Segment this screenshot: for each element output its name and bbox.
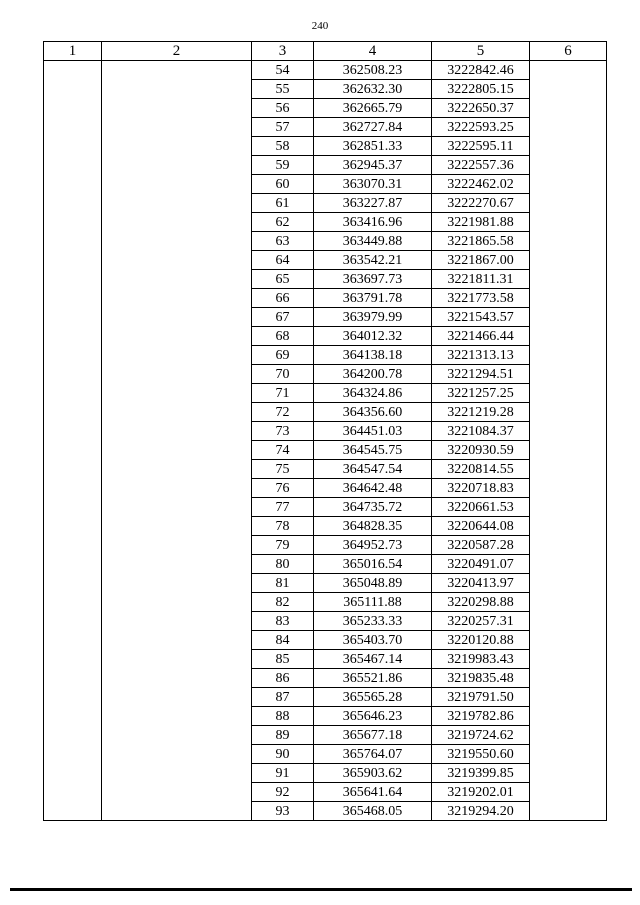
x-coordinate-cell: 362851.33: [314, 137, 432, 156]
point-number-cell: 83: [252, 612, 314, 631]
y-coordinate-cell: 3220298.88: [432, 593, 530, 612]
y-coordinate-cell: 3220413.97: [432, 574, 530, 593]
y-coordinate-cell: 3221811.31: [432, 270, 530, 289]
point-number-cell: 90: [252, 745, 314, 764]
y-coordinate-cell: 3219399.85: [432, 764, 530, 783]
y-coordinate-cell: 3220120.88: [432, 631, 530, 650]
y-coordinate-cell: 3221867.00: [432, 251, 530, 270]
point-number-cell: 79: [252, 536, 314, 555]
x-coordinate-cell: 363697.73: [314, 270, 432, 289]
y-coordinate-cell: 3221865.58: [432, 232, 530, 251]
table-body: [44, 61, 607, 821]
x-coordinate-cell: 364200.78: [314, 365, 432, 384]
y-coordinate-cell: 3220814.55: [432, 460, 530, 479]
y-coordinate-cell: 3222557.36: [432, 156, 530, 175]
y-coordinate-cell: 3221466.44: [432, 327, 530, 346]
x-coordinate-cell: 365233.33: [314, 612, 432, 631]
y-coordinate-cell: 3221313.13: [432, 346, 530, 365]
point-number-cell: 78: [252, 517, 314, 536]
point-number-cell: 89: [252, 726, 314, 745]
point-number-cell: 87: [252, 688, 314, 707]
x-coordinate-cell: 363791.78: [314, 289, 432, 308]
y-coordinate-cell: 3220718.83: [432, 479, 530, 498]
x-coordinate-cell: 363227.87: [314, 194, 432, 213]
point-number-cell: 84: [252, 631, 314, 650]
point-number-cell: 67: [252, 308, 314, 327]
point-number-cell: 60: [252, 175, 314, 194]
column-1-cell: [44, 61, 102, 821]
x-coordinate-cell: 365111.88: [314, 593, 432, 612]
bottom-rule: [10, 888, 632, 891]
y-coordinate-cell: 3222842.46: [432, 61, 530, 80]
point-number-cell: 65: [252, 270, 314, 289]
table-row: [44, 61, 607, 80]
x-coordinate-cell: 365565.28: [314, 688, 432, 707]
x-coordinate-cell: 365646.23: [314, 707, 432, 726]
x-coordinate-cell: 365403.70: [314, 631, 432, 650]
y-coordinate-cell: 3220587.28: [432, 536, 530, 555]
y-coordinate-cell: 3222805.15: [432, 80, 530, 99]
y-coordinate-cell: 3219782.86: [432, 707, 530, 726]
x-coordinate-cell: 364952.73: [314, 536, 432, 555]
point-number-cell: 62: [252, 213, 314, 232]
point-number-cell: 74: [252, 441, 314, 460]
point-number-cell: 76: [252, 479, 314, 498]
y-coordinate-cell: 3221543.57: [432, 308, 530, 327]
y-coordinate-cell: 3222593.25: [432, 118, 530, 137]
y-coordinate-cell: 3220644.08: [432, 517, 530, 536]
x-coordinate-cell: 363449.88: [314, 232, 432, 251]
column-header-3: 3: [252, 42, 314, 61]
table-header-row: [44, 42, 607, 61]
x-coordinate-cell: 362665.79: [314, 99, 432, 118]
x-coordinate-cell: 364545.75: [314, 441, 432, 460]
point-number-cell: 72: [252, 403, 314, 422]
point-number-cell: 75: [252, 460, 314, 479]
y-coordinate-cell: 3222270.67: [432, 194, 530, 213]
x-coordinate-cell: 365764.07: [314, 745, 432, 764]
x-coordinate-cell: 363416.96: [314, 213, 432, 232]
x-coordinate-cell: 364642.48: [314, 479, 432, 498]
y-coordinate-cell: 3222595.11: [432, 137, 530, 156]
y-coordinate-cell: 3220930.59: [432, 441, 530, 460]
y-coordinate-cell: 3222650.37: [432, 99, 530, 118]
x-coordinate-cell: 365016.54: [314, 555, 432, 574]
column-header-4: 4: [314, 42, 432, 61]
column-header-6: 6: [530, 42, 607, 61]
point-number-cell: 59: [252, 156, 314, 175]
x-coordinate-cell: 362508.23: [314, 61, 432, 80]
point-number-cell: 63: [252, 232, 314, 251]
point-number-cell: 81: [252, 574, 314, 593]
point-number-cell: 56: [252, 99, 314, 118]
x-coordinate-cell: 363070.31: [314, 175, 432, 194]
x-coordinate-cell: 364828.35: [314, 517, 432, 536]
point-number-cell: 93: [252, 802, 314, 821]
x-coordinate-cell: 364356.60: [314, 403, 432, 422]
point-number-cell: 85: [252, 650, 314, 669]
point-number-cell: 68: [252, 327, 314, 346]
point-number-cell: 55: [252, 80, 314, 99]
point-number-cell: 77: [252, 498, 314, 517]
point-number-cell: 88: [252, 707, 314, 726]
y-coordinate-cell: 3219294.20: [432, 802, 530, 821]
x-coordinate-cell: 364735.72: [314, 498, 432, 517]
x-coordinate-cell: 362727.84: [314, 118, 432, 137]
point-number-cell: 73: [252, 422, 314, 441]
y-coordinate-cell: 3219550.60: [432, 745, 530, 764]
point-number-cell: 71: [252, 384, 314, 403]
x-coordinate-cell: 362632.30: [314, 80, 432, 99]
page-number: 240: [311, 20, 329, 32]
column-2-cell: [102, 61, 252, 821]
x-coordinate-cell: 363979.99: [314, 308, 432, 327]
y-coordinate-cell: 3221219.28: [432, 403, 530, 422]
x-coordinate-cell: 364138.18: [314, 346, 432, 365]
x-coordinate-cell: 365903.62: [314, 764, 432, 783]
x-coordinate-cell: 364451.03: [314, 422, 432, 441]
point-number-cell: 57: [252, 118, 314, 137]
point-number-cell: 61: [252, 194, 314, 213]
point-number-cell: 64: [252, 251, 314, 270]
y-coordinate-cell: 3221773.58: [432, 289, 530, 308]
y-coordinate-cell: 3222462.02: [432, 175, 530, 194]
column-header-1: 1: [44, 42, 102, 61]
point-number-cell: 91: [252, 764, 314, 783]
y-coordinate-cell: 3221981.88: [432, 213, 530, 232]
y-coordinate-cell: 3220491.07: [432, 555, 530, 574]
x-coordinate-cell: 364324.86: [314, 384, 432, 403]
column-header-5: 5: [432, 42, 530, 61]
point-number-cell: 69: [252, 346, 314, 365]
point-number-cell: 92: [252, 783, 314, 802]
x-coordinate-cell: 365677.18: [314, 726, 432, 745]
column-header-2: 2: [102, 42, 252, 61]
column-6-cell: [530, 61, 607, 821]
point-number-cell: 58: [252, 137, 314, 156]
x-coordinate-cell: 365468.05: [314, 802, 432, 821]
y-coordinate-cell: 3219724.62: [432, 726, 530, 745]
point-number-cell: 70: [252, 365, 314, 384]
y-coordinate-cell: 3221294.51: [432, 365, 530, 384]
x-coordinate-cell: 365641.64: [314, 783, 432, 802]
x-coordinate-cell: 364012.32: [314, 327, 432, 346]
point-number-cell: 66: [252, 289, 314, 308]
y-coordinate-cell: 3220661.53: [432, 498, 530, 517]
point-number-cell: 86: [252, 669, 314, 688]
y-coordinate-cell: 3219835.48: [432, 669, 530, 688]
x-coordinate-cell: 364547.54: [314, 460, 432, 479]
y-coordinate-cell: 3220257.31: [432, 612, 530, 631]
x-coordinate-cell: 363542.21: [314, 251, 432, 270]
x-coordinate-cell: 365467.14: [314, 650, 432, 669]
coordinates-table: [43, 41, 607, 821]
y-coordinate-cell: 3221257.25: [432, 384, 530, 403]
x-coordinate-cell: 362945.37: [314, 156, 432, 175]
point-number-cell: 54: [252, 61, 314, 80]
y-coordinate-cell: 3219791.50: [432, 688, 530, 707]
y-coordinate-cell: 3219983.43: [432, 650, 530, 669]
x-coordinate-cell: 365521.86: [314, 669, 432, 688]
point-number-cell: 80: [252, 555, 314, 574]
x-coordinate-cell: 365048.89: [314, 574, 432, 593]
y-coordinate-cell: 3221084.37: [432, 422, 530, 441]
point-number-cell: 82: [252, 593, 314, 612]
y-coordinate-cell: 3219202.01: [432, 783, 530, 802]
